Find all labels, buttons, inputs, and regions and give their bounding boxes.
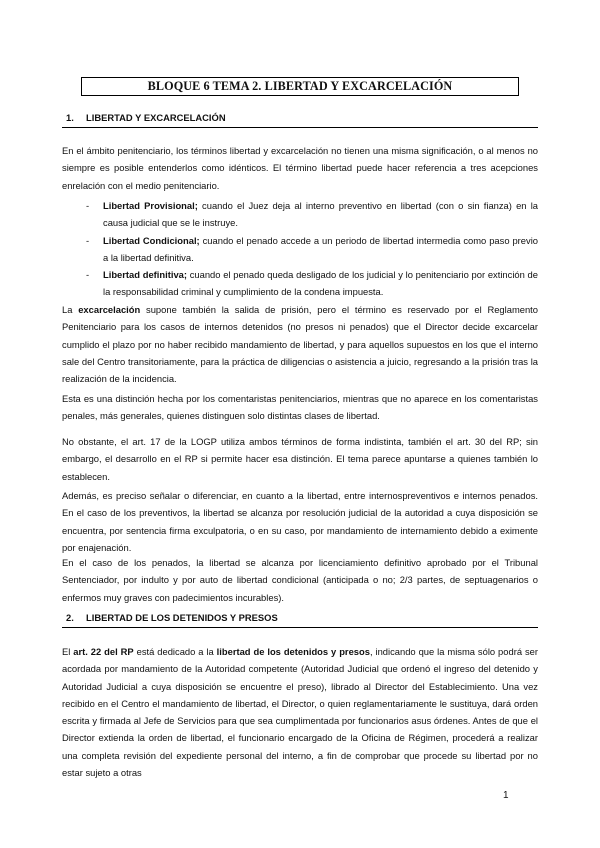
- paragraph-lead: El: [62, 646, 74, 657]
- section-2-number: 2.: [66, 612, 74, 623]
- term-art22: art. 22 del RP: [73, 646, 134, 657]
- paragraph-distincion: Esta es una distinción hecha por los comentaristas penitenciarios, mientras que no aparece en los comentaristas penales, más generales, quienes distinguen solo distintas clases de libertad.: [62, 393, 538, 422]
- section-2-heading: [66, 612, 278, 623]
- list-item: [86, 197, 538, 232]
- list-item-text: cuando el penado accede a un periodo de libertad intermedia como paso previo a la libertad definitiva.: [103, 234, 538, 263]
- section-1-heading: [66, 112, 226, 123]
- bullet-dash: -: [86, 200, 90, 211]
- term-libertad-detenidos: libertad de los detenidos y presos: [216, 646, 370, 657]
- list-item-term: Libertad definitiva;: [103, 269, 187, 281]
- list-item-term: Libertad Provisional;: [103, 200, 198, 211]
- paragraph-preventivos: Además, es preciso señalar o diferenciar, en cuanto a la libertad, entre internospreventivos e internos penados. En el caso de los preventivos, la libertad se alcanza por resolución judicial de la autoridad a cuya disposición se encuentra, por sentencia firma exculpatoria, o en su caso, por mandamiento de internamiento debido a eximente por enajenación.: [62, 490, 538, 553]
- section-2-rule: [62, 627, 538, 628]
- paragraph-mid: está dedicado a la: [133, 646, 217, 657]
- paragraph-lead: La: [62, 304, 79, 315]
- list-item-text: cuando el penado queda desligado de los judicial y lo penitenciario por extinción de la responsabilidad criminal y cumplimiento de la condena impuesta.: [103, 269, 538, 298]
- bullet-dash: -: [86, 234, 90, 246]
- section-1-title: LIBERTAD Y EXCARCELACIÓN: [86, 112, 226, 123]
- document-title: BLOQUE 6 TEMA 2. LIBERTAD Y EXCARCELACIÓN: [81, 77, 519, 96]
- paragraph-body: , indicando que la misma sólo podrá ser acordada por mandamiento de la Autoridad competente (Autoridad Judicial que ordenó el ingreso del detenido y Autoridad Judicial a cuya disposición se encuentre el preso), librado al Director del Establecimiento. Una vez recibido en el Centro el mandamiento de libertad, el Director, o quien reglamentariamente le sustituya, dará orden escrita y firmada al Jefe de Servicios para que sea cumplimentada por funcionarios asus órdenes. Antes de que el Director extienda la orden de libertad, el funcionario encargado de la Oficina de Régimen, procederá a realizar una completa revisión del expediente personal del interno, a fin de comprobar que procede su libertad por no estar sujeto a otras: [62, 646, 539, 779]
- list-item-text: cuando el Juez deja al interno preventivo en libertad (con o sin fianza) en la causa judicial que se le instruye.: [103, 200, 539, 229]
- page-number: 1: [503, 790, 509, 801]
- paragraph-penados: En el caso de los penados, la libertad se alcanza por licenciamiento definitivo aprobado por el Tribunal Sentenciador, por indulto y por auto de libertad condicional (anticipada o no; 2/3 partes, de septuagenarios o enfermos muy graves con padecimientos incurables).: [62, 557, 538, 603]
- section-1-rule: [62, 127, 538, 128]
- section-2-title: LIBERTAD DE LOS DETENIDOS Y PRESOS: [86, 612, 278, 623]
- libertad-types-list: [86, 197, 538, 301]
- paragraph-excarcelacion: [62, 301, 538, 387]
- list-item-term: Libertad Condicional;: [103, 234, 200, 246]
- list-item: [86, 232, 538, 267]
- paragraph-logp: No obstante, el art. 17 de la LOGP utiliza ambos términos de forma indistinta, también el art. 30 del RP; sin embargo, el desarrollo en el RP si permite hacer esa distinción. El tema parece apuntarse a quienes también lo establecen.: [62, 436, 538, 482]
- bullet-dash: -: [86, 269, 90, 281]
- paragraph-art22: [62, 643, 538, 781]
- paragraph-body: supone también la salida de prisión, pero el término es reservado por el Reglamento Penitenciario para los casos de internos detenidos (no presos ni penados) que el Director decide excarcelar cumplido el plazo por no haber recibido mandamiento de libertad, y para aquellos supuestos en los que el interno sale del Centro transitoriamente, para la práctica de diligencias o asistencia a juicio, regresando a la prisión tras la realización de la incidencia.: [62, 304, 538, 385]
- list-item: [86, 266, 538, 301]
- paragraph-intro: En el ámbito penitenciario, los términos libertad y excarcelación no tienen una misma significación, o al menos no siempre es posible entenderlos como idénticos. El término libertad puede hacer referencia a tres acepciones enrelación con el medio penitenciario.: [62, 145, 538, 191]
- term-excarcelacion: excarcelación: [78, 304, 141, 315]
- section-1-number: 1.: [66, 112, 74, 123]
